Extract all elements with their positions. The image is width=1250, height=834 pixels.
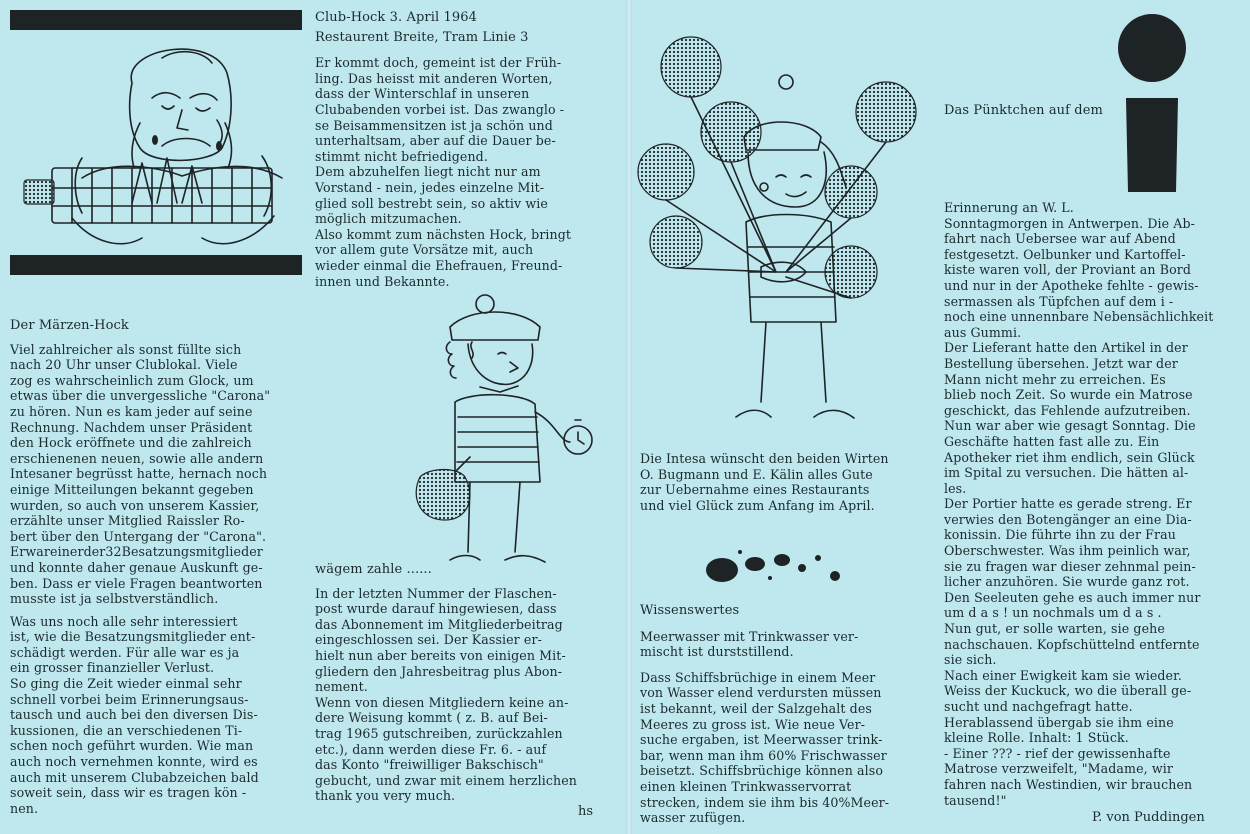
puenktchen-title: Das Pünktchen auf dem <box>944 103 1103 118</box>
waegem-signature: hs <box>578 804 594 819</box>
wissen-text: Dass Schiffsbrüchige in einem Meer von Wasser elend verdursten müssen ist bekannt, weil der Salzgehalt des Meeres zu gross ist. Wie neue Ver- suche ergaben, ist Meerwasser trink- bar, wenn man ihm 60% Frischwasser beisetzt. Schiffsbrüchige können also einen kleinen Trinkwasservorrat strecken, indem sie ihm bis 40%Meer- wasser zufügen. <box>640 669 890 826</box>
sailor-with-pocket-watch-illustration <box>410 292 610 582</box>
sad-sailor-harmonica-illustration <box>12 28 302 258</box>
big-letter-i-drawing <box>1112 10 1192 200</box>
story-column <box>944 200 1244 815</box>
page-gutter <box>626 0 632 834</box>
waegem-column <box>315 562 620 811</box>
maerzen-text-2: Was uns noch alle sehr interessiert ist, wie die Besatzungsmitglieder ent- schädigt werden. Für alle war es ja ein grosser finanzieller Verlust. So ging die Zeit wieder einmal sehr schnell vorbei beim Erinnerungsaus- tausch und auch bei den diversen Dis- kussionen, die an verschiedenen Ti- schen noch geführt wurden. Wie man auch noch vernehmen konnte, wird es auch mit unserem Clubabzeichen bald soweit sein, dass wir es tragen kön - nen. <box>10 613 259 816</box>
wissenswertes-column <box>640 603 930 833</box>
club-hock-place: Restaurent Breite, Tram Linie 3 <box>315 29 529 45</box>
club-hock-text: Er kommt doch, gemeint ist der Früh- ling. Das heisst mit anderen Worten, dass der Winterschlaf in unseren Clubabenden vorbei ist. Das zwanglo - se Beisammensitzen ist ja schön und unterhaltsam, aber auf die Dauer be- stimmt nicht befriedigend. Dem abzuhelfen liegt nicht nur am Vorstand - nein, jedes einzelne Mit- glied soll bestrebt sein, so aktiv wie möglich mitzumachen. Also kommt zum nächsten Hock, bringt vor allem gute Vorsätze mit, auch wieder einmal die Ehefrauen, Freund- innen und Bekannte. <box>315 55 572 289</box>
sailor-with-flowers-illustration <box>636 22 926 432</box>
bottom-black-bar <box>10 255 302 275</box>
wissen-heading: Wissenswertes <box>640 603 740 618</box>
story-signature: P. von Puddingen <box>1092 810 1205 825</box>
club-hock-column <box>315 10 615 296</box>
ink-splatter-drawing <box>700 540 860 590</box>
waegem-heading: wägem zahle ...... <box>315 562 432 577</box>
intesa-text: Die Intesa wünscht den beiden Wirten O. Bugmann und E. Kälin alles Gute zur Uebernahme eines Restaurants und viel Glück zum Anfang im April. <box>640 451 889 513</box>
story-text: Erinnerung an W. L. Sonntagmorgen in Antwerpen. Die Ab- fahrt nach Uebersee war auf Abend festgesetzt. Oelbunker und Kartoffel- kiste waren voll, der Proviant an Bord und nur in der Apotheke fehlte - gewis- sermassen als Tüpfchen auf dem i - noch eine unnennbare Nebensächlichkeit aus Gummi. Der Lieferant hatte den Artikel in der Bestellung übersehen. Jetzt war der Mann nicht mehr zu erreichen. Es blieb noch Zeit. So wurde ein Matrose geschickt, das Fehlende aufzutreiben. Nun war aber wie gesagt Sonntag. Die Geschäfte hatten fast alle zu. Ein Apotheker riet ihm endlich, sein Glück im Spital zu versuchen. Die hätten al- les. Der Portier hatte es gerade streng. Er verwies den Botengänger an eine Dia- konissin. Die führte ihn zu der Frau Oberschwester. Was ihm peinlich war, sie zu fragen war dieser zehnmal pein- licher anzuhören. Sie wurde ganz rot. Den Seeleuten gehe es auch immer nur um d a s ! un nochmals um d a s . Nun gut, er solle warten, sie gehe nachschauen. Kopfschüttelnd entfernte sie sich. Nach einer Ewigkeit kam sie wieder. Weiss der Kuckuck, wo die überall ge- sucht und nachgefragt hatte. Herablassend übergab sie ihm eine kleine Rolle. Inhalt: 1 Stück. - Einer ??? - rief der gewissenhafte Matrose verzweifelt, "Madame, wir fahren nach Westindien, wir brauchen tausend!" <box>944 200 1214 808</box>
top-black-bar <box>10 10 302 30</box>
club-hock-title: Club-Hock 3. April 1964 <box>315 10 477 25</box>
waegem-text: In der letzten Nummer der Flaschen- post wurde darauf hingewiesen, dass das Abonnement im Mitgliederbeitrag eingeschlossen sei. Der Kassier er- hielt nun aber bereits von einigen Mit- gliedern den Jahresbeitrag plus Abon- nement. Wenn von diesen Mitgliedern keine an- dere Weisung kommt ( z. B. auf Bei- trag 1965 gutschreiben, zurückzahlen etc.), dann werden diese Fr. 6. - auf das Konto "freiwilliger Bakschisch" gebucht, und zwar mit einem herzlichen thank you very much. <box>315 585 577 804</box>
intesa-wishes <box>640 451 930 520</box>
maerzen-heading: Der Märzen-Hock <box>10 318 129 333</box>
maerzen-text-1: Viel zahlreicher als sonst füllte sich nach 20 Uhr unser Clublokal. Viele zog es wahrscheinlich zum Glock, um etwas über die unvergessliche "Carona" zu hören. Nun es kam jeder auf seine Rechnung. Nachdem unser Präsident den Hock eröffnete und die zahlreich erschienenen neuen, sowie alle andern Intesaner begrüsst hatte, hernach noch einige Mitteilungen bekannt gegeben wurden, so auch von unserem Kassier, erzählte unser Mitglied Raissler Ro- bert über den Untergang der "Carona". Erwareinerder32Besatzungsmitglieder und konnte daher genaue Auskunft ge- ben. Dass er viele Fragen beantworten musste ist ja selbstverständlich. <box>10 341 271 607</box>
wissen-subtitle: Meerwasser mit Trinkwasser ver- mischt ist durststillend. <box>640 628 859 660</box>
maerzen-hock-column <box>10 318 310 823</box>
